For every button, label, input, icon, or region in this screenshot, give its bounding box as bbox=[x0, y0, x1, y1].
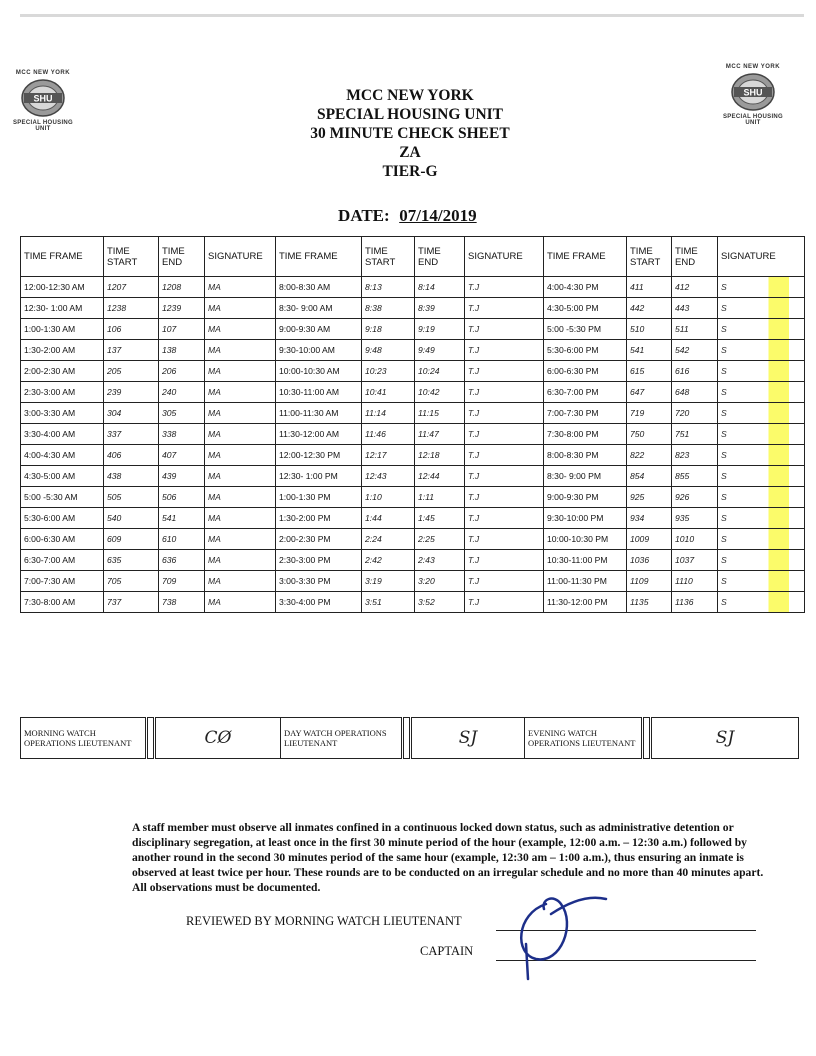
time-frame-cell: 12:00-12:30 AM bbox=[21, 277, 104, 298]
table-row bbox=[21, 466, 805, 487]
divider bbox=[643, 718, 651, 759]
table-row bbox=[21, 487, 805, 508]
time-frame-cell: 3:00-3:30 PM bbox=[276, 571, 362, 592]
col-header: SIGNATURE bbox=[465, 237, 544, 277]
signature-cell: T.J bbox=[465, 550, 544, 571]
signature-cell: S bbox=[718, 508, 805, 529]
time-start-cell: 239 bbox=[104, 382, 159, 403]
time-start-cell: 3:19 bbox=[362, 571, 415, 592]
time-frame-cell: 11:00-11:30 PM bbox=[544, 571, 627, 592]
time-start-cell: 8:38 bbox=[362, 298, 415, 319]
signature-cell: S bbox=[718, 340, 805, 361]
time-frame-cell: 7:30-8:00 AM bbox=[21, 592, 104, 613]
time-frame-cell: 12:30- 1:00 AM bbox=[21, 298, 104, 319]
time-start-cell: 1036 bbox=[627, 550, 672, 571]
time-start-cell: 10:23 bbox=[362, 361, 415, 382]
time-end-cell: 636 bbox=[159, 550, 205, 571]
time-frame-cell: 6:30-7:00 AM bbox=[21, 550, 104, 571]
time-start-cell: 12:43 bbox=[362, 466, 415, 487]
logo-top-text: MCC NEW YORK bbox=[15, 70, 71, 76]
time-start-cell: 12:17 bbox=[362, 445, 415, 466]
divider bbox=[147, 718, 155, 759]
time-frame-cell: 1:00-1:30 AM bbox=[21, 319, 104, 340]
time-start-cell: 8:13 bbox=[362, 277, 415, 298]
signature-cell: T.J bbox=[465, 340, 544, 361]
signature-cell: S bbox=[718, 382, 805, 403]
shu-logo-left bbox=[6, 70, 80, 132]
time-end-cell: 3:20 bbox=[415, 571, 465, 592]
signature-cell: T.J bbox=[465, 277, 544, 298]
logo-center-text: SHU bbox=[743, 87, 763, 98]
time-start-cell: 934 bbox=[627, 508, 672, 529]
time-frame-cell: 7:00-7:30 PM bbox=[544, 403, 627, 424]
time-start-cell: 406 bbox=[104, 445, 159, 466]
signature-cell: T.J bbox=[465, 508, 544, 529]
time-start-cell: 822 bbox=[627, 445, 672, 466]
time-start-cell: 510 bbox=[627, 319, 672, 340]
col-header: SIGNATURE bbox=[205, 237, 276, 277]
time-end-cell: 11:47 bbox=[415, 424, 465, 445]
time-frame-cell: 8:30- 9:00 PM bbox=[544, 466, 627, 487]
time-frame-cell: 10:30-11:00 AM bbox=[276, 382, 362, 403]
signature-cell: T.J bbox=[465, 487, 544, 508]
signature-cell: S bbox=[718, 298, 805, 319]
time-frame-cell: 6:30-7:00 PM bbox=[544, 382, 627, 403]
time-frame-cell: 9:30-10:00 AM bbox=[276, 340, 362, 361]
signature-cell: T.J bbox=[465, 424, 544, 445]
time-frame-cell: 2:30-3:00 PM bbox=[276, 550, 362, 571]
time-start-cell: 2:42 bbox=[362, 550, 415, 571]
check-table bbox=[20, 236, 805, 613]
table-row bbox=[21, 550, 805, 571]
date-label: DATE: bbox=[338, 206, 390, 225]
time-frame-cell: 7:00-7:30 AM bbox=[21, 571, 104, 592]
time-end-cell: 240 bbox=[159, 382, 205, 403]
time-frame-cell: 9:30-10:00 PM bbox=[544, 508, 627, 529]
signature-cell: MA bbox=[205, 403, 276, 424]
time-start-cell: 337 bbox=[104, 424, 159, 445]
signature-cell: MA bbox=[205, 298, 276, 319]
signature-cell: S bbox=[718, 361, 805, 382]
time-end-cell: 935 bbox=[672, 508, 718, 529]
table-row bbox=[21, 382, 805, 403]
time-frame-cell: 11:30-12:00 AM bbox=[276, 424, 362, 445]
signature-cell: S bbox=[718, 319, 805, 340]
signature-cell: T.J bbox=[465, 298, 544, 319]
time-frame-cell: 10:00-10:30 PM bbox=[544, 529, 627, 550]
time-frame-cell: 11:30-12:00 PM bbox=[544, 592, 627, 613]
time-frame-cell: 10:30-11:00 PM bbox=[544, 550, 627, 571]
signature-cell: T.J bbox=[465, 361, 544, 382]
signature-cell: S bbox=[718, 424, 805, 445]
time-start-cell: 750 bbox=[627, 424, 672, 445]
shu-seal-icon bbox=[730, 72, 776, 112]
time-end-cell: 3:52 bbox=[415, 592, 465, 613]
col-header: TIME START bbox=[627, 237, 672, 277]
title-line-3: 30 MINUTE CHECK SHEET bbox=[310, 125, 510, 142]
signature-cell: MA bbox=[205, 487, 276, 508]
col-header: TIME FRAME bbox=[276, 237, 362, 277]
signature-cell: MA bbox=[205, 424, 276, 445]
page-title bbox=[250, 86, 570, 181]
table-row bbox=[21, 571, 805, 592]
time-end-cell: 206 bbox=[159, 361, 205, 382]
time-start-cell: 1:44 bbox=[362, 508, 415, 529]
time-start-cell: 411 bbox=[627, 277, 672, 298]
signature-cell: S bbox=[718, 277, 805, 298]
signature-cell: T.J bbox=[465, 403, 544, 424]
time-end-cell: 1037 bbox=[672, 550, 718, 571]
col-header: SIGNATURE bbox=[718, 237, 805, 277]
col-header: TIME FRAME bbox=[21, 237, 104, 277]
time-end-cell: 2:25 bbox=[415, 529, 465, 550]
logo-bottom-text: SPECIAL HOUSING UNIT bbox=[12, 120, 74, 132]
time-end-cell: 138 bbox=[159, 340, 205, 361]
reviewed-label: REVIEWED BY MORNING WATCH LIEUTENANT bbox=[186, 914, 462, 928]
time-frame-cell: 5:30-6:00 AM bbox=[21, 508, 104, 529]
signature-cell: MA bbox=[205, 466, 276, 487]
time-end-cell: 506 bbox=[159, 487, 205, 508]
time-end-cell: 855 bbox=[672, 466, 718, 487]
table-row bbox=[21, 319, 805, 340]
time-frame-cell: 10:00-10:30 AM bbox=[276, 361, 362, 382]
col-header: TIME END bbox=[415, 237, 465, 277]
day-watch-label: DAY WATCH OPERATIONS LIEUTENANT bbox=[281, 718, 403, 759]
time-end-cell: 648 bbox=[672, 382, 718, 403]
signature-cell: T.J bbox=[465, 382, 544, 403]
signature-cell: MA bbox=[205, 382, 276, 403]
signature-cell: T.J bbox=[465, 319, 544, 340]
morning-watch-signature: CØ bbox=[155, 718, 281, 759]
time-start-cell: 137 bbox=[104, 340, 159, 361]
time-end-cell: 616 bbox=[672, 361, 718, 382]
time-start-cell: 925 bbox=[627, 487, 672, 508]
date-value: 07/14/2019 bbox=[399, 206, 477, 225]
time-start-cell: 304 bbox=[104, 403, 159, 424]
signature-cell: MA bbox=[205, 319, 276, 340]
policy-text: A staff member must observe all inmates confined in a continuous locked down status, such as administrative detention or disciplinary segregation, at least once in the first 30 minute period of the hour (example, 12:00 a.m. – 12:30 a.m.) followed by another round in the second 30 minutes period of the same hour (example, 12:30 am – 1:00 a.m.), thus ensuring an inmate is observed at least twice per hour. These rounds are to be conducted on an irregular schedule and no more than 40 minutes apart. All observations must be documented. bbox=[132, 821, 764, 894]
shu-logo-right bbox=[716, 64, 790, 126]
time-start-cell: 505 bbox=[104, 487, 159, 508]
shu-seal-icon bbox=[20, 78, 66, 118]
watch-lieutenant-table bbox=[20, 717, 799, 759]
time-end-cell: 720 bbox=[672, 403, 718, 424]
divider bbox=[403, 718, 411, 759]
table-row bbox=[21, 508, 805, 529]
title-line-2: SPECIAL HOUSING UNIT bbox=[316, 106, 504, 123]
evening-watch-signature: SJ bbox=[651, 718, 799, 759]
time-end-cell: 610 bbox=[159, 529, 205, 550]
signature-cell: S bbox=[718, 403, 805, 424]
signature-cell: MA bbox=[205, 361, 276, 382]
time-frame-cell: 11:00-11:30 AM bbox=[276, 403, 362, 424]
signature-cell: MA bbox=[205, 550, 276, 571]
logo-top-text: MCC NEW YORK bbox=[725, 64, 781, 70]
top-rule bbox=[20, 14, 804, 17]
time-end-cell: 1239 bbox=[159, 298, 205, 319]
signature-cell: T.J bbox=[465, 529, 544, 550]
time-start-cell: 1238 bbox=[104, 298, 159, 319]
table-row bbox=[21, 403, 805, 424]
table-row bbox=[21, 340, 805, 361]
time-frame-cell: 6:00-6:30 PM bbox=[544, 361, 627, 382]
signature-cell: MA bbox=[205, 508, 276, 529]
captain-label: CAPTAIN bbox=[420, 944, 474, 958]
time-frame-cell: 5:30-6:00 PM bbox=[544, 340, 627, 361]
time-end-cell: 1110 bbox=[672, 571, 718, 592]
time-frame-cell: 6:00-6:30 AM bbox=[21, 529, 104, 550]
signature-cell: T.J bbox=[465, 592, 544, 613]
time-frame-cell: 4:30-5:00 AM bbox=[21, 466, 104, 487]
signature-cell: MA bbox=[205, 277, 276, 298]
day-watch-signature: SJ bbox=[411, 718, 525, 759]
time-start-cell: 9:18 bbox=[362, 319, 415, 340]
time-end-cell: 12:44 bbox=[415, 466, 465, 487]
time-end-cell: 1136 bbox=[672, 592, 718, 613]
lieutenant-signature-scribble bbox=[506, 884, 616, 984]
table-row bbox=[21, 298, 805, 319]
signature-cell: MA bbox=[205, 445, 276, 466]
time-frame-cell: 3:00-3:30 AM bbox=[21, 403, 104, 424]
time-start-cell: 1109 bbox=[627, 571, 672, 592]
time-frame-cell: 8:30- 9:00 AM bbox=[276, 298, 362, 319]
signature-cell: MA bbox=[205, 592, 276, 613]
time-frame-cell: 9:00-9:30 AM bbox=[276, 319, 362, 340]
table-row bbox=[21, 277, 805, 298]
time-frame-cell: 4:00-4:30 AM bbox=[21, 445, 104, 466]
time-end-cell: 751 bbox=[672, 424, 718, 445]
time-end-cell: 11:15 bbox=[415, 403, 465, 424]
time-start-cell: 1135 bbox=[627, 592, 672, 613]
time-start-cell: 1:10 bbox=[362, 487, 415, 508]
time-start-cell: 615 bbox=[627, 361, 672, 382]
signature-cell: T.J bbox=[465, 466, 544, 487]
time-end-cell: 439 bbox=[159, 466, 205, 487]
date-field bbox=[250, 206, 566, 226]
time-start-cell: 10:41 bbox=[362, 382, 415, 403]
time-end-cell: 1208 bbox=[159, 277, 205, 298]
logo-center-text: SHU bbox=[33, 93, 53, 104]
time-frame-cell: 9:00-9:30 PM bbox=[544, 487, 627, 508]
time-end-cell: 541 bbox=[159, 508, 205, 529]
time-frame-cell: 7:30-8:00 PM bbox=[544, 424, 627, 445]
time-frame-cell: 2:00-2:30 AM bbox=[21, 361, 104, 382]
time-end-cell: 12:18 bbox=[415, 445, 465, 466]
time-end-cell: 412 bbox=[672, 277, 718, 298]
time-start-cell: 442 bbox=[627, 298, 672, 319]
time-end-cell: 305 bbox=[159, 403, 205, 424]
signature-cell: S bbox=[718, 487, 805, 508]
time-start-cell: 438 bbox=[104, 466, 159, 487]
col-header: TIME END bbox=[159, 237, 205, 277]
time-start-cell: 635 bbox=[104, 550, 159, 571]
evening-watch-label: EVENING WATCH OPERATIONS LIEUTENANT bbox=[525, 718, 643, 759]
time-end-cell: 10:42 bbox=[415, 382, 465, 403]
time-start-cell: 854 bbox=[627, 466, 672, 487]
time-start-cell: 9:48 bbox=[362, 340, 415, 361]
time-start-cell: 2:24 bbox=[362, 529, 415, 550]
time-frame-cell: 2:30-3:00 AM bbox=[21, 382, 104, 403]
time-start-cell: 106 bbox=[104, 319, 159, 340]
time-end-cell: 926 bbox=[672, 487, 718, 508]
time-frame-cell: 1:00-1:30 PM bbox=[276, 487, 362, 508]
time-end-cell: 1:45 bbox=[415, 508, 465, 529]
title-line-1: MCC NEW YORK bbox=[346, 87, 474, 104]
time-end-cell: 1:11 bbox=[415, 487, 465, 508]
table-row bbox=[21, 445, 805, 466]
title-line-4: ZA bbox=[399, 144, 421, 161]
table-header-row bbox=[21, 237, 805, 277]
time-end-cell: 511 bbox=[672, 319, 718, 340]
time-frame-cell: 5:00 -5:30 PM bbox=[544, 319, 627, 340]
time-start-cell: 540 bbox=[104, 508, 159, 529]
signature-cell: MA bbox=[205, 340, 276, 361]
time-start-cell: 719 bbox=[627, 403, 672, 424]
time-frame-cell: 3:30-4:00 AM bbox=[21, 424, 104, 445]
time-frame-cell: 5:00 -5:30 AM bbox=[21, 487, 104, 508]
table-row bbox=[21, 424, 805, 445]
time-end-cell: 542 bbox=[672, 340, 718, 361]
time-end-cell: 738 bbox=[159, 592, 205, 613]
signature-cell: MA bbox=[205, 571, 276, 592]
time-frame-cell: 4:30-5:00 PM bbox=[544, 298, 627, 319]
time-end-cell: 1010 bbox=[672, 529, 718, 550]
morning-watch-label: MORNING WATCH OPERATIONS LIEUTENANT bbox=[21, 718, 147, 759]
logo-bottom-text: SPECIAL HOUSING UNIT bbox=[722, 114, 784, 126]
signature-cell: S bbox=[718, 466, 805, 487]
time-frame-cell: 4:00-4:30 PM bbox=[544, 277, 627, 298]
time-end-cell: 9:49 bbox=[415, 340, 465, 361]
time-frame-cell: 8:00-8:30 AM bbox=[276, 277, 362, 298]
time-end-cell: 9:19 bbox=[415, 319, 465, 340]
time-start-cell: 705 bbox=[104, 571, 159, 592]
time-end-cell: 8:39 bbox=[415, 298, 465, 319]
table-row bbox=[21, 361, 805, 382]
time-start-cell: 1207 bbox=[104, 277, 159, 298]
time-frame-cell: 12:30- 1:00 PM bbox=[276, 466, 362, 487]
col-header: TIME START bbox=[362, 237, 415, 277]
signature-cell: S bbox=[718, 529, 805, 550]
time-start-cell: 541 bbox=[627, 340, 672, 361]
table-row bbox=[21, 592, 805, 613]
time-frame-cell: 1:30-2:00 PM bbox=[276, 508, 362, 529]
signature-cell: S bbox=[718, 445, 805, 466]
time-start-cell: 11:14 bbox=[362, 403, 415, 424]
time-end-cell: 338 bbox=[159, 424, 205, 445]
time-end-cell: 823 bbox=[672, 445, 718, 466]
col-header: TIME FRAME bbox=[544, 237, 627, 277]
time-start-cell: 205 bbox=[104, 361, 159, 382]
time-frame-cell: 12:00-12:30 PM bbox=[276, 445, 362, 466]
title-line-5: TIER-G bbox=[382, 163, 438, 180]
table-row bbox=[21, 529, 805, 550]
signature-cell: MA bbox=[205, 529, 276, 550]
time-start-cell: 609 bbox=[104, 529, 159, 550]
time-end-cell: 107 bbox=[159, 319, 205, 340]
signature-cell: S bbox=[718, 592, 805, 613]
time-start-cell: 647 bbox=[627, 382, 672, 403]
time-end-cell: 407 bbox=[159, 445, 205, 466]
time-frame-cell: 3:30-4:00 PM bbox=[276, 592, 362, 613]
signature-cell: T.J bbox=[465, 571, 544, 592]
signature-cell: T.J bbox=[465, 445, 544, 466]
col-header: TIME START bbox=[104, 237, 159, 277]
time-end-cell: 709 bbox=[159, 571, 205, 592]
time-start-cell: 1009 bbox=[627, 529, 672, 550]
time-end-cell: 8:14 bbox=[415, 277, 465, 298]
time-end-cell: 2:43 bbox=[415, 550, 465, 571]
col-header: TIME END bbox=[672, 237, 718, 277]
time-end-cell: 443 bbox=[672, 298, 718, 319]
signature-cell: S bbox=[718, 550, 805, 571]
time-frame-cell: 8:00-8:30 PM bbox=[544, 445, 627, 466]
time-end-cell: 10:24 bbox=[415, 361, 465, 382]
time-frame-cell: 1:30-2:00 AM bbox=[21, 340, 104, 361]
time-start-cell: 3:51 bbox=[362, 592, 415, 613]
time-start-cell: 737 bbox=[104, 592, 159, 613]
time-frame-cell: 2:00-2:30 PM bbox=[276, 529, 362, 550]
signature-cell: S bbox=[718, 571, 805, 592]
time-start-cell: 11:46 bbox=[362, 424, 415, 445]
